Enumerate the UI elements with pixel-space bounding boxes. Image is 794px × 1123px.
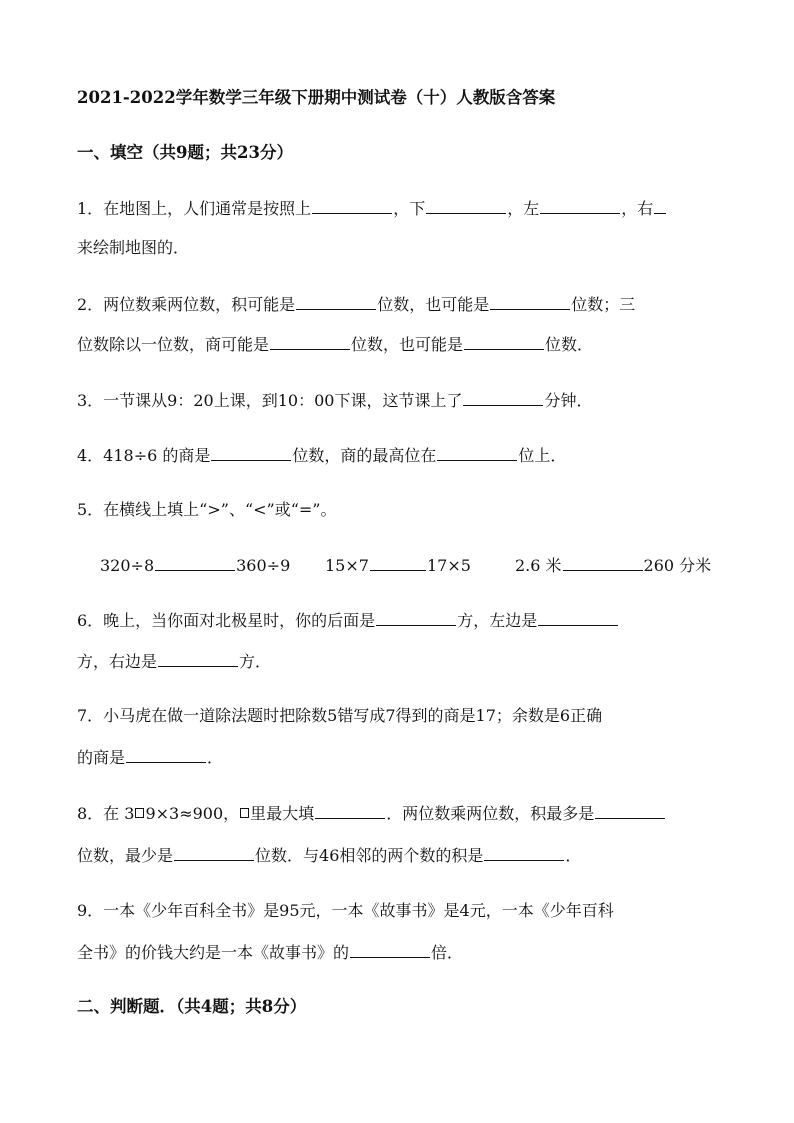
answer-blank[interactable] — [270, 332, 350, 350]
q3-text-1: 3．一节课从9：20上课，到10：00下课，这节课上了 — [77, 391, 463, 410]
comparison-2-right: 17×5 — [426, 556, 471, 575]
comparison-2-left: 15×7 — [325, 556, 369, 575]
q2-text-2: 位数，也可能是 — [377, 295, 490, 314]
q1-text-3: ，左 — [507, 199, 540, 218]
answer-blank[interactable] — [315, 801, 385, 819]
answer-blank[interactable] — [540, 196, 620, 214]
question-6-line-1 — [77, 608, 724, 633]
question-8-line-1 — [77, 801, 724, 826]
q2-text-6: 位数． — [545, 335, 594, 354]
comparison-1 — [100, 553, 290, 578]
question-2-line-1 — [77, 292, 724, 317]
question-7-line-1 — [77, 704, 724, 728]
q8-text-3: 位数，最少是 — [77, 846, 174, 865]
answer-blank[interactable] — [463, 388, 543, 406]
q3-text-2: 分钟． — [544, 391, 593, 410]
answer-blank[interactable] — [158, 649, 238, 667]
answer-blank[interactable] — [296, 292, 376, 310]
comparison-3 — [515, 553, 711, 578]
q8-text-2: ．两位数乘两位数，积最多是 — [386, 804, 595, 823]
answer-blank[interactable] — [350, 940, 430, 958]
answer-blank[interactable] — [376, 608, 456, 626]
q2-text-3: 位数；三 — [571, 295, 636, 314]
q1-text-1: 1．在地图上，人们通常是按照上 — [77, 199, 312, 218]
empty-box-icon — [135, 808, 144, 818]
comparison-3-left: 2.6 米 — [515, 556, 562, 575]
q9-text-2: 全书》的价钱大约是一本《故事书》的 — [77, 943, 350, 962]
answer-blank[interactable] — [174, 843, 254, 861]
answer-blank[interactable] — [370, 553, 426, 571]
answer-blank[interactable] — [654, 196, 666, 214]
answer-blank[interactable] — [126, 745, 206, 763]
q4-text-1: 4．418÷6 的商是 — [77, 446, 211, 465]
question-3 — [77, 388, 724, 413]
answer-blank[interactable] — [595, 801, 665, 819]
question-5 — [77, 498, 724, 522]
question-9-line-1 — [77, 899, 724, 923]
section-heading-fill-in: 一、填空（共9题；共23分） — [77, 143, 293, 162]
section-heading-true-false: 二、判断题．（共4题；共8分） — [77, 997, 307, 1016]
q8-text-1a: 8．在 3 — [77, 804, 135, 823]
comparison-1-left: 320÷8 — [100, 556, 155, 575]
q1-text-5: 来绘制地图的． — [77, 238, 190, 257]
comparison-1-right: 360÷9 — [236, 556, 291, 575]
q7-text-3: ． — [207, 748, 224, 767]
answer-blank[interactable] — [563, 553, 643, 571]
q4-text-3: 位上． — [518, 446, 567, 465]
q5-text-1: 5．在横线上填上“>”、“<”或“=”。 — [77, 500, 337, 519]
question-7-line-2 — [77, 745, 724, 770]
answer-blank[interactable] — [464, 332, 544, 350]
question-2-line-2 — [77, 332, 724, 357]
answer-blank[interactable] — [437, 443, 517, 461]
q8-text-5: ． — [565, 846, 582, 865]
answer-blank[interactable] — [312, 196, 392, 214]
q8-text-4: 位数．与46相邻的两个数的积是 — [255, 846, 484, 865]
answer-blank[interactable] — [211, 443, 291, 461]
q4-text-2: 位数，商的最高位在 — [292, 446, 437, 465]
q2-text-5: 位数，也可能是 — [351, 335, 464, 354]
q6-text-4: 方． — [239, 652, 272, 671]
comparison-2 — [325, 553, 471, 578]
answer-blank[interactable] — [484, 843, 564, 861]
answer-blank[interactable] — [538, 608, 618, 626]
question-9-line-2 — [77, 940, 724, 965]
comparison-3-right: 260 分米 — [643, 556, 712, 575]
q1-text-4: ，右 — [621, 199, 654, 218]
q8-text-1c: 里最大填 — [250, 804, 315, 823]
empty-box-icon — [240, 808, 249, 818]
question-1-line-2 — [77, 236, 724, 260]
q6-text-2: 方，左边是 — [457, 611, 538, 630]
q8-text-1b: 9×3≈900， — [145, 804, 240, 823]
question-6-line-2 — [77, 649, 724, 674]
question-8-line-2 — [77, 843, 724, 868]
q9-text-1: 9．一本《少年百科全书》是95元，一本《故事书》是4元，一本《少年百科 — [77, 901, 614, 920]
q2-text-4: 位数除以一位数，商可能是 — [77, 335, 270, 354]
question-1-line-1 — [77, 196, 724, 221]
answer-blank[interactable] — [155, 553, 235, 571]
q2-text-1: 2．两位数乘两位数，积可能是 — [77, 295, 296, 314]
q9-text-3: 倍． — [431, 943, 464, 962]
q1-text-2: ，下 — [393, 199, 426, 218]
q7-text-1: 7．小马虎在做一道除法题时把除数5错写成7得到的商是17；余数是6正确 — [77, 706, 603, 725]
q7-text-2: 的商是 — [77, 748, 126, 767]
question-4 — [77, 443, 724, 468]
q6-text-3: 方，右边是 — [77, 652, 158, 671]
answer-blank[interactable] — [426, 196, 506, 214]
page-title: 2021-2022学年数学三年级下册期中测试卷（十）人教版含答案 — [77, 88, 556, 107]
q6-text-1: 6．晚上，当你面对北极星时，你的后面是 — [77, 611, 376, 630]
answer-blank[interactable] — [490, 292, 570, 310]
